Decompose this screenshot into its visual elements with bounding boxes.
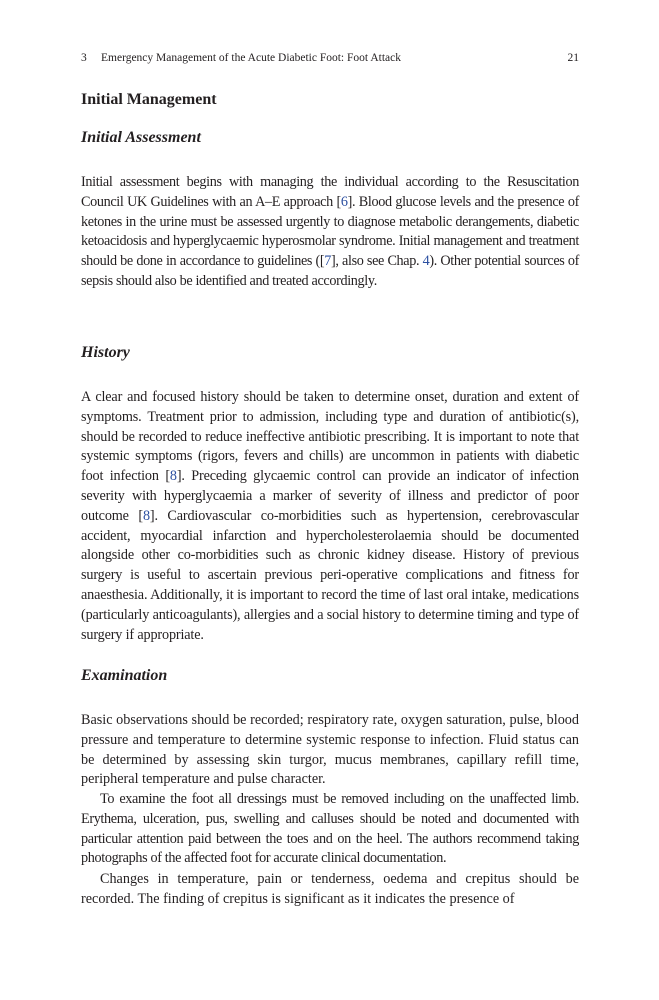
subsection-heading-examination: Examination xyxy=(81,667,168,684)
text-run: ). Other potential sources of sepsis should also be identified and treated accordingly. xyxy=(81,253,580,289)
section-heading-initial-management: Initial Management xyxy=(81,91,217,108)
chapter-link[interactable]: 4 xyxy=(422,253,430,270)
chapter-title: Emergency Management of the Acute Diabetic Foot: Foot Attack xyxy=(101,52,401,64)
paragraph-examination-1: Basic observations should be recorded; respiratory rate, oxygen saturation, pulse, blood pressure and temperature to determine systemic response to infection. Fluid status can be determined by assessing skin turgor, mucus membranes, capillary refill time, peripheral temperature and pulse character. xyxy=(81,712,579,788)
paragraph-examination-2: To examine the foot all dressings must be removed including on the unaffected limb. Erythema, ulceration, pus, swelling and calluses should be noted and documented with particular attention paid between the toes and on the heel. The authors recommend taking photographs of the affected foot for accurate clinical documentation. xyxy=(81,791,579,867)
citation-link[interactable]: 7 xyxy=(324,253,332,270)
paragraph-initial-assessment xyxy=(81,173,579,292)
subsection-heading-initial-assessment: Initial Assessment xyxy=(81,129,201,146)
citation-link[interactable]: 6 xyxy=(340,193,348,210)
paragraph-examination-3: Changes in temperature, pain or tenderness, oedema and crepitus should be recorded. The finding of crepitus is significant as it indicates the presence of xyxy=(81,871,579,907)
text-run: Initial assessment begins with managing the individual according to the Resuscitation Council UK Guidelines with an A–E approach [ xyxy=(81,174,579,210)
subsection-heading-history: History xyxy=(81,344,130,361)
citation-link[interactable]: 8 xyxy=(169,468,177,485)
citation-link[interactable]: 8 xyxy=(142,507,150,524)
text-run: ], also see Chap. xyxy=(331,253,423,270)
chapter-number: 3 xyxy=(81,52,87,64)
text-run: ]. Preceding glycaemic control can provide an indicator of infection severity with hyperglycaemia a marker of severity of illness and predictor of poor outcome [ xyxy=(81,468,579,524)
text-run: ]. Cardiovascular co-morbidities such as hypertension, cerebrovascular accident, myocardial infarction and hypercholesterolaemia should be documented alongside other co-morbidities such as chronic kidney disease. History of previous surgery is useful to ascertain previous peri-operative complications and fitness for anaesthesia. Additionally, it is important to record the time of last oral intake, medications (particularly anticoagulants), allergies and a social history to determine timing and type of surgery if appropriate. xyxy=(81,507,579,643)
paragraph-history xyxy=(81,388,579,645)
text-run: A clear and focused history should be taken to determine onset, duration and extent of symptoms. Treatment prior to admission, including type and duration of antibiotic(s), should be recorded to reduce ineffective antibiotic prescribing. It is important to note that systemic symptoms (rigors, fevers and chills) are uncommon in patients with diabetic foot infection [ xyxy=(81,389,579,485)
page-number: 21 xyxy=(567,52,579,64)
text-run: ]. Blood glucose levels and the presence of ketones in the urine must be assessed urgently to diagnose metabolic derangements, diabetic ketoacidosis and hyperglycaemic hyperosmolar syndrome. Initial management and treatment should be done in accordance to guidelines ([ xyxy=(81,193,579,270)
